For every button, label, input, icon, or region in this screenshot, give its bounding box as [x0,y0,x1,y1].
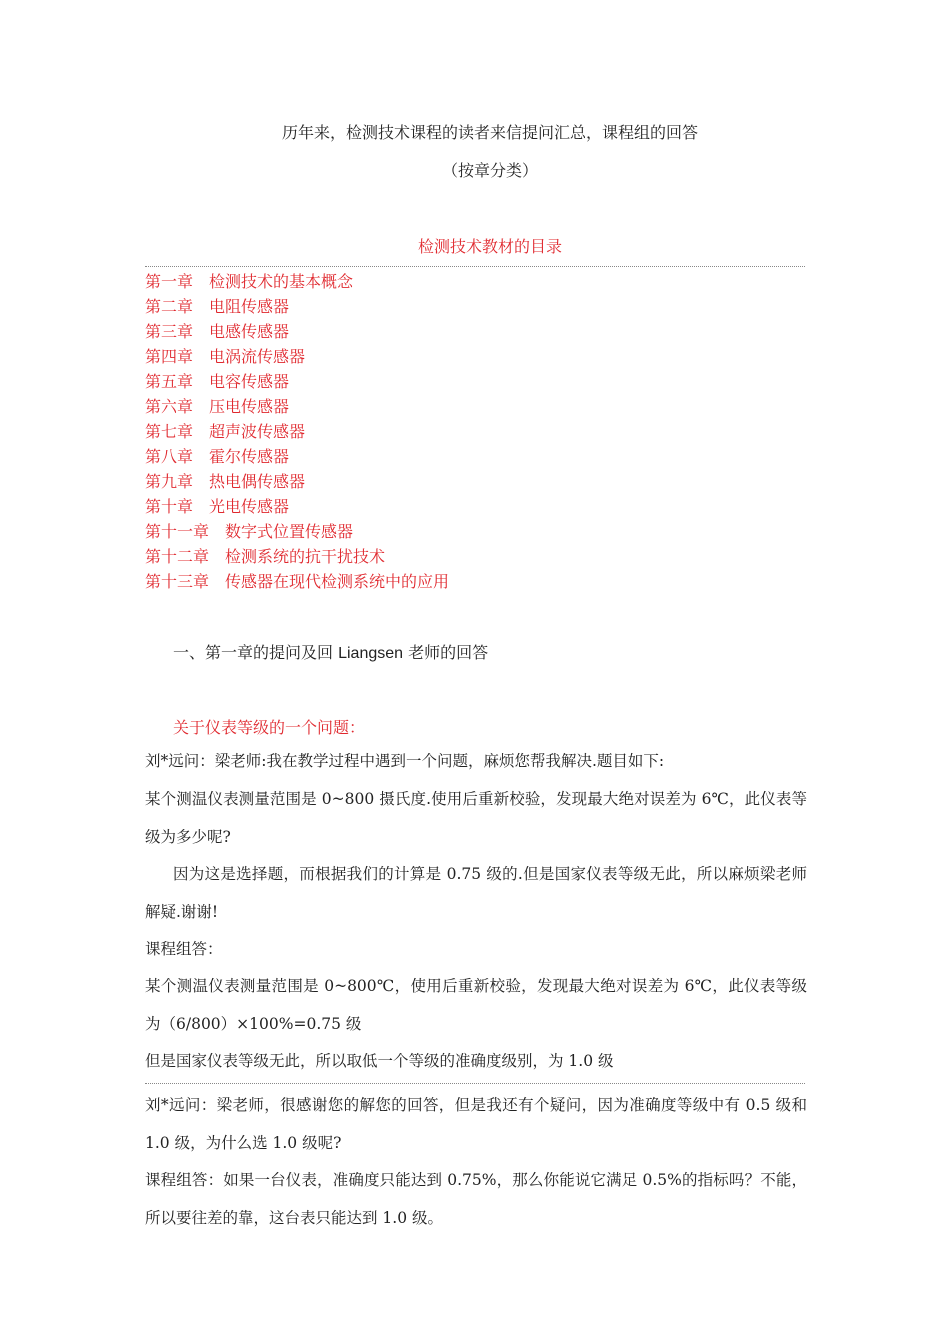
section-heading [173,640,488,663]
toc-item-label: 超声波传感器 [209,422,306,441]
toc-item-label: 电阻传感器 [209,297,290,316]
toc-item[interactable] [145,547,449,572]
toc-item-number: 第五章 [145,372,194,391]
toc-item[interactable] [145,272,449,297]
toc-item-label: 数字式位置传感器 [225,522,354,541]
toc-item-number: 第一章 [145,272,194,291]
toc-item-number: 第六章 [145,397,194,416]
toc-item-number: 第十一章 [145,522,210,541]
toc-item[interactable] [145,447,449,472]
question-1-note: 因为这是选择题，而根据我们的计算是 0.75 级的.但是国家仪表等级无此，所以麻烦梁老师解疑.谢谢! [145,865,807,921]
toc-item-number: 第二章 [145,297,194,316]
toc-item-label: 电感传感器 [209,322,290,341]
toc-item[interactable] [145,397,449,422]
toc-item-number: 第七章 [145,422,194,441]
toc-item[interactable] [145,322,449,347]
question-2-body: 刘*远问：梁老师，很感谢您的解您的回答，但是我还有个疑问，因为准确度等级中有 0.5 级和 1.0 级，为什么选 1.0 级呢? [145,1096,807,1152]
toc-item-number: 第十二章 [145,547,210,566]
toc-item-label: 热电偶传感器 [209,472,306,491]
answer-1-label: 课程组答： [145,940,223,958]
toc-item-label: 电容传感器 [209,372,290,391]
toc-item-label: 传感器在现代检测系统中的应用 [225,572,450,591]
toc-title: 检测技术教材的目录 [417,237,562,256]
toc-item-number: 第十章 [145,497,194,516]
question-title: 关于仪表等级的一个问题： [173,718,366,737]
toc-item[interactable] [145,522,449,547]
toc-item-label: 光电传感器 [209,497,290,516]
answer-1-tail: 但是国家仪表等级无此，所以取低一个等级的准确度级别，为 1.0 级 [145,1052,614,1070]
document-subtitle: （按章分类） [441,161,538,180]
toc-item[interactable] [145,497,449,522]
toc-item-label: 检测技术的基本概念 [209,272,354,291]
section-heading-name: Liangsen [338,645,404,662]
toc-item[interactable] [145,347,449,372]
question-1-line: 刘*远问：梁老师:我在教学过程中遇到一个问题，麻烦您帮我解决.题目如下: [145,752,665,770]
toc-item[interactable] [145,297,449,322]
toc-item-number: 第四章 [145,347,194,366]
toc-item-number: 第八章 [145,447,194,466]
toc-divider [145,266,805,267]
document-title: 历年来，检测技术课程的读者来信提问汇总，课程组的回答 [281,123,698,142]
toc-list [145,272,449,597]
toc-item[interactable] [145,422,449,447]
toc-item[interactable] [145,572,449,597]
toc-item-label: 电涡流传感器 [209,347,306,366]
toc-item-label: 霍尔传感器 [209,447,290,466]
toc-item-label: 检测系统的抗干扰技术 [225,547,386,566]
qa-divider [145,1083,805,1084]
toc-item-label: 压电传感器 [209,397,290,416]
toc-item-number: 第十三章 [145,572,210,591]
answer-1-body: 某个测温仪表测量范围是 0~800℃，使用后重新校验，发现最大绝对误差为 6℃，此仪表等级为（6/800）×100%=0.75 级 [145,977,807,1033]
toc-item[interactable] [145,372,449,397]
question-1-body: 某个测温仪表测量范围是 0~800 摄氏度.使用后重新校验，发现最大绝对误差为 6℃，此仪表等级为多少呢? [145,790,807,846]
toc-item-number: 第九章 [145,472,194,491]
section-heading-prefix: 一、第一章的提问及回 [173,643,339,662]
toc-item[interactable] [145,472,449,497]
toc-item-number: 第三章 [145,322,194,341]
section-heading-suffix: 老师的回答 [403,643,489,662]
answer-2-body: 课程组答：如果一台仪表，准确度只能达到 0.75%，那么你能说它满足 0.5%的指标吗？不能，所以要往差的靠，这台表只能达到 1.0 级。 [145,1171,807,1227]
